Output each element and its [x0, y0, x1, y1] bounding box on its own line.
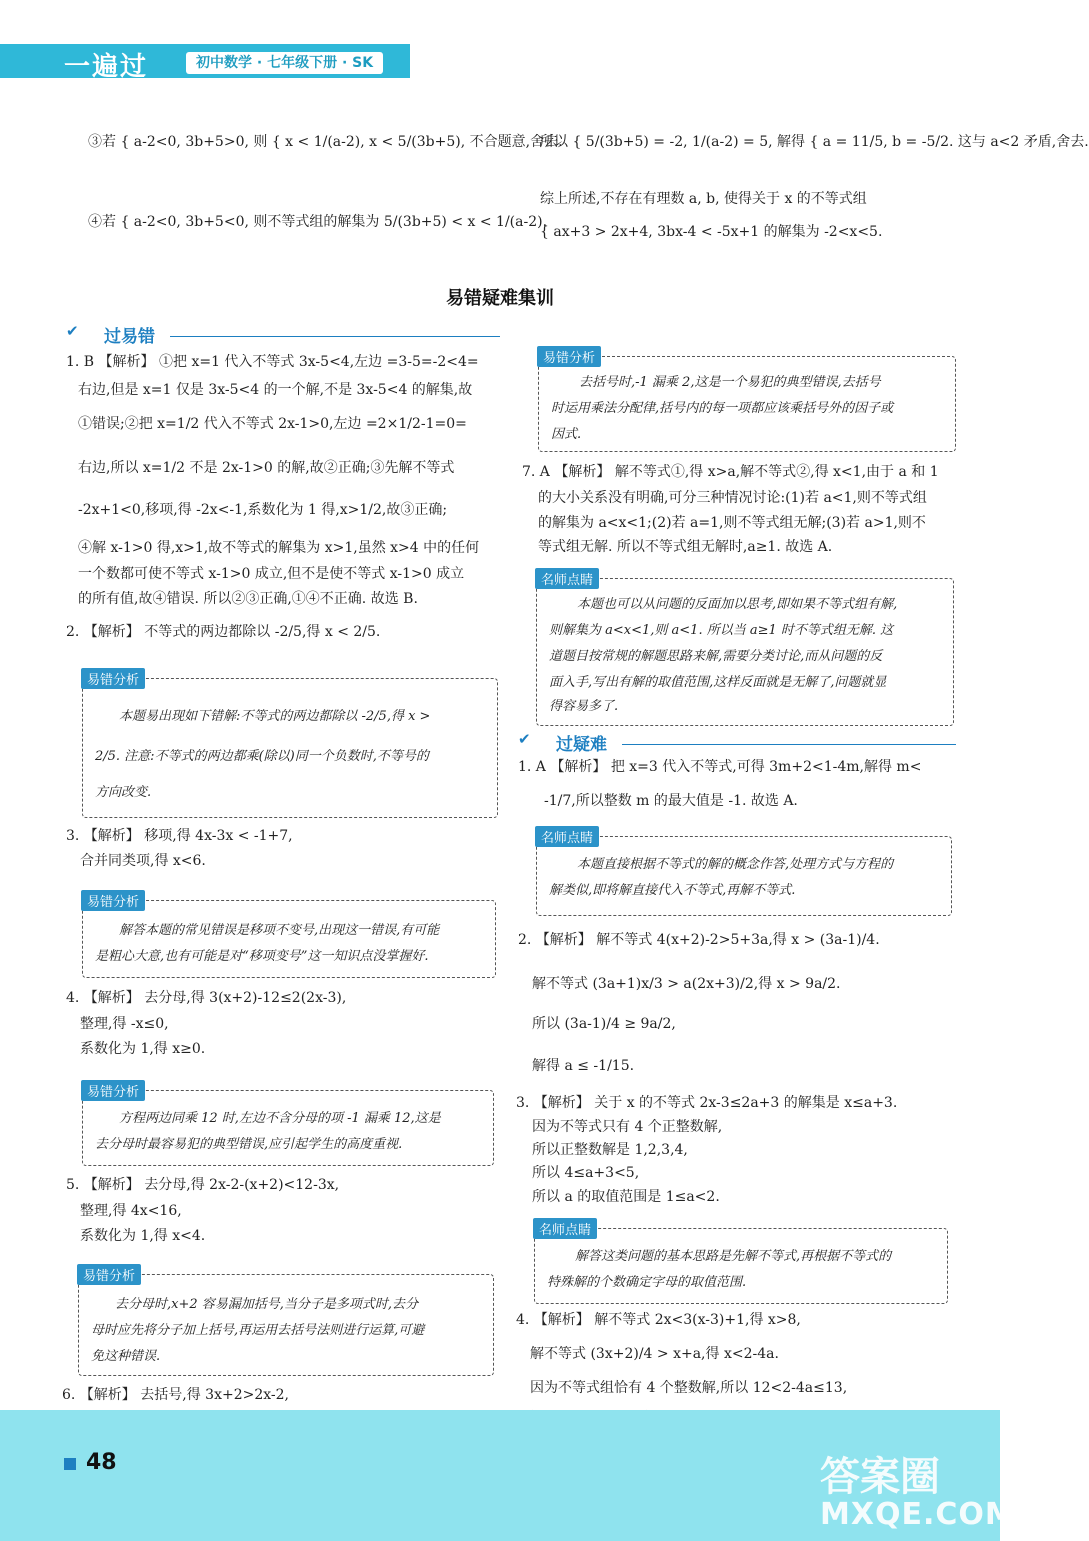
brand-logo: 一遍过	[64, 52, 149, 82]
box-line: 免这种错误.	[91, 1349, 161, 1364]
d1-line: 1. A 【解析】 把 x=3 代入不等式,可得 3m+2<1-4m,解得 m<	[518, 759, 922, 775]
subsection-heading-difficult: 过疑难	[556, 735, 607, 755]
box-tag: 易错分析	[81, 1080, 145, 1101]
q3-line: 3. 【解析】 移项,得 4x-3x < -1+7,	[66, 828, 293, 844]
watermark-url: MXQE.COM	[820, 1497, 1016, 1532]
box-line: 特殊解的个数确定字母的取值范围.	[547, 1275, 747, 1290]
heading-rule	[170, 336, 500, 337]
box-tag: 名师点睛	[533, 1218, 597, 1239]
top-right-line-1: 所以 { 5/(3b+5) = -2, 1/(a-2) = 5, 解得 { a = 11/5, b = -5/2. 这与 a<2 矛盾,舍去.	[540, 134, 1089, 150]
top-right-line-3: { ax+3 > 2x+4, 3bx-4 < -5x+1 的解集为 -2<x<5.	[540, 224, 883, 240]
box-tag: 名师点睛	[535, 826, 599, 847]
box-line: 解答本题的常见错误是移项不变号,出现这一错误,有可能	[119, 923, 440, 938]
q1-line: 的所有值,故④错误. 所以②③正确,①④不正确. 故选 B.	[78, 591, 418, 607]
d4-line: 4. 【解析】 解不等式 2x<3(x-3)+1,得 x>8,	[516, 1312, 801, 1328]
d3-line: 所以正整数解是 1,2,3,4,	[532, 1142, 688, 1158]
top-right-line-2: 综上所述,不存在有理数 a, b, 使得关于 x 的不等式组	[540, 191, 867, 207]
box-line: 方向改变.	[95, 785, 152, 800]
d2-line: 解不等式 (3a+1)x/3 > a(2x+3)/2,得 x > 9a/2.	[532, 976, 841, 992]
q5-line: 整理,得 4x<16,	[80, 1203, 182, 1219]
d2-line: 解得 a ≤ -1/15.	[532, 1058, 635, 1074]
q5-line: 5. 【解析】 去分母,得 2x-2-(x+2)<12-3x,	[66, 1177, 340, 1193]
box-tag: 易错分析	[537, 346, 601, 367]
q1-line: 右边,所以 x=1/2 不是 2x-1>0 的解,故②正确;③先解不等式	[78, 460, 455, 476]
q1-line: ①错误;②把 x=1/2 代入不等式 2x-1>0,左边 =2×1/2-1=0=	[78, 416, 467, 432]
box-line: 本题易出现如下错解:不等式的两边都除以 -2/5,得 x >	[119, 709, 431, 724]
box-line: 解类似,即将解直接代入不等式,再解不等式.	[549, 883, 796, 898]
box-tag: 易错分析	[77, 1264, 141, 1285]
box-line: 2/5. 注意:不等式的两边都乘(除以)同一个负数时,不等号的	[95, 749, 429, 764]
box-tag: 易错分析	[81, 890, 145, 911]
teacher-tip-box	[536, 573, 954, 726]
d3-line: 所以 a 的取值范围是 1≤a<2.	[532, 1189, 720, 1205]
q3-line: 合并同类项,得 x<6.	[80, 853, 206, 869]
q7-line: 等式组无解. 所以不等式组无解时,a≥1. 故选 A.	[538, 539, 833, 555]
error-analysis-box	[78, 1269, 494, 1376]
box-line: 因式.	[551, 427, 582, 442]
q7-line: 的大小关系没有明确,可分三种情况讨论:(1)若 a<1,则不等式组	[538, 490, 927, 506]
watermark-logo: 答案圈	[820, 1454, 940, 1500]
box-line: 方程两边同乘 12 时,左边不含分母的项 -1 漏乘 12,这是	[119, 1111, 441, 1126]
q1-line: 1. B 【解析】 ①把 x=1 代入不等式 3x-5<4,左边 =3-5=-2<4=	[66, 354, 479, 370]
box-line: 是粗心大意,也有可能是对“移项变号”这一知识点没掌握好.	[95, 949, 429, 964]
d2-line: 2. 【解析】 解不等式 4(x+2)-2>5+3a,得 x > (3a-1)/4.	[518, 932, 880, 948]
box-line: 道题目按常规的解题思路来解,需要分类讨论,而从问题的反	[549, 649, 883, 664]
box-line: 得容易多了.	[549, 699, 619, 714]
teacher-tip-box	[534, 1223, 948, 1304]
teacher-tip-box	[536, 831, 952, 916]
q4-line: 系数化为 1,得 x≥0.	[80, 1041, 206, 1057]
box-line: 则解集为 a<x<1,则 a<1. 所以当 a≥1 时不等式组无解. 这	[549, 623, 894, 638]
check-icon: ✔	[518, 730, 531, 748]
d3-line: 因为不等式只有 4 个正整数解,	[532, 1119, 723, 1135]
case-4: ④若 { a-2<0, 3b+5<0, 则不等式组的解集为 5/(3b+5) < x < 1/(a-2).	[88, 214, 548, 230]
d4-line: 解不等式 (3x+2)/4 > x+a,得 x<2-4a.	[530, 1346, 779, 1362]
q6-line: 6. 【解析】 去括号,得 3x+2>2x-2,	[62, 1387, 289, 1403]
box-line: 去括号时,-1 漏乘 2,这是一个易犯的典型错误,去括号	[579, 375, 881, 390]
q4-line: 4. 【解析】 去分母,得 3(x+2)-12≤2(2x-3),	[66, 990, 347, 1006]
q5-line: 系数化为 1,得 x<4.	[80, 1228, 206, 1244]
check-icon: ✔	[66, 322, 79, 340]
q1-line: -2x+1<0,移项,得 -2x<-1,系数化为 1 得,x>1/2,故③正确;	[78, 502, 448, 518]
q4-line: 整理,得 -x≤0,	[80, 1016, 169, 1032]
error-analysis-box	[82, 895, 496, 978]
d1-line: -1/7,所以整数 m 的最大值是 -1. 故选 A.	[544, 793, 798, 809]
box-line: 本题也可以从问题的反面加以思考,即如果不等式组有解,	[577, 597, 898, 612]
d4-line: 因为不等式组恰有 4 个整数解,所以 12<2-4a≤13,	[530, 1380, 848, 1396]
q7-line: 的解集为 a<x<1;(2)若 a=1,则不等式组无解;(3)若 a>1,则不	[538, 515, 926, 531]
subsection-heading-easy-errors: 过易错	[104, 327, 155, 347]
q7-line: 7. A 【解析】 解不等式①,得 x>a,解不等式②,得 x<1,由于 a 和 1	[522, 464, 939, 480]
page-marker-icon	[64, 1458, 76, 1470]
box-tag: 易错分析	[81, 668, 145, 689]
q2-line: 2. 【解析】 不等式的两边都除以 -2/5,得 x < 2/5.	[66, 624, 381, 640]
page-number: 48	[86, 1450, 117, 1475]
q1-line: 右边,但是 x=1 仅是 3x-5<4 的一个解,不是 3x-5<4 的解集,故	[78, 382, 473, 398]
box-line: 去分母时,x+2 容易漏加括号,当分子是多项式时,去分	[115, 1297, 419, 1312]
d3-line: 所以 4≤a+3<5,	[532, 1165, 640, 1181]
heading-rule	[622, 744, 956, 745]
error-analysis-box	[538, 351, 956, 452]
q1-line: ④解 x-1>0 得,x>1,故不等式的解集为 x>1,虽然 x>4 中的任何	[78, 540, 480, 556]
box-line: 母时应先将分子加上括号,再运用去括号法则进行运算,可避	[91, 1323, 425, 1338]
d2-line: 所以 (3a-1)/4 ≥ 9a/2,	[532, 1016, 676, 1032]
d3-line: 3. 【解析】 关于 x 的不等式 2x-3≤2a+3 的解集是 x≤a+3.	[516, 1095, 898, 1111]
error-analysis-box	[82, 673, 498, 818]
box-line: 面入手,写出有解的取值范围,这样反面就是无解了,问题就显	[549, 675, 887, 690]
box-tag: 名师点睛	[535, 568, 599, 589]
error-analysis-box	[82, 1085, 494, 1166]
book-subtitle: 初中数学 · 七年级下册 · SK	[186, 52, 383, 74]
q1-line: 一个数都可使不等式 x-1>0 成立,但不是使不等式 x-1>0 成立	[78, 566, 465, 582]
box-line: 时运用乘法分配律,括号内的每一项都应该乘括号外的因子或	[551, 401, 894, 416]
case-3: ③若 { a-2<0, 3b+5>0, 则 { x < 1/(a-2), x < 5/(3b+5), 不合题意,舍去.	[88, 134, 563, 150]
box-line: 本题直接根据不等式的解的概念作答,处理方式与方程的	[577, 857, 894, 872]
section-title: 易错疑难集训	[446, 288, 554, 309]
box-line: 去分母时最容易犯的典型错误,应引起学生的高度重视.	[95, 1137, 403, 1152]
box-line: 解答这类问题的基本思路是先解不等式,再根据不等式的	[575, 1249, 892, 1264]
